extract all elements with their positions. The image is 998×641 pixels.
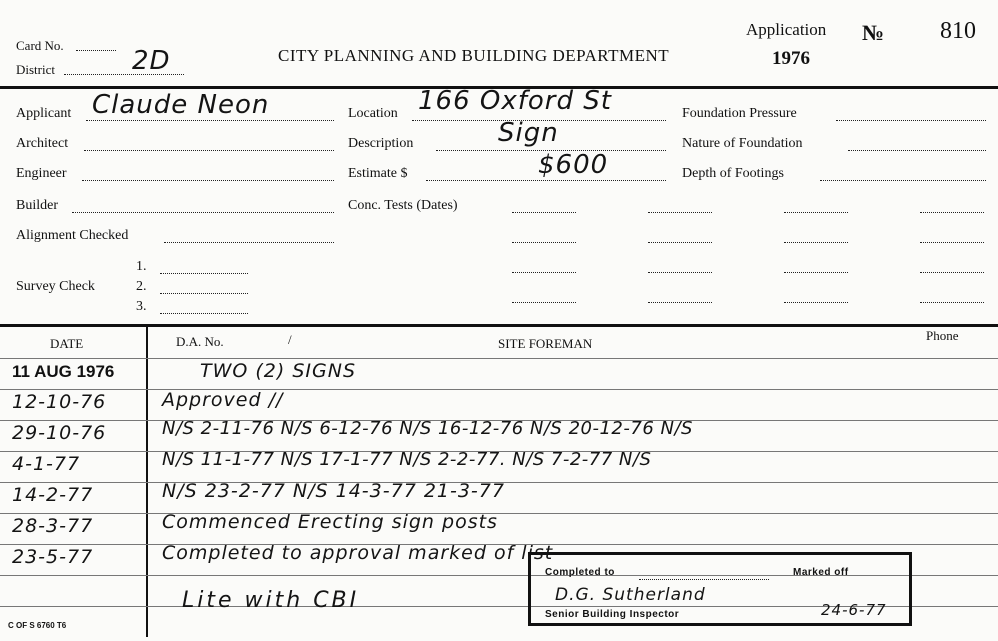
- ledger-rule: [0, 513, 998, 514]
- ledger-entry: Lite with CBI: [182, 588, 360, 613]
- ledger-date: 23-5-77: [12, 546, 94, 568]
- application-number: 810: [940, 18, 976, 44]
- conc-line-b3: [648, 272, 712, 273]
- estimate-label: Estimate $: [348, 166, 408, 181]
- location-value: 166 Oxford St: [418, 86, 612, 116]
- nature-of-foundation-line: [848, 150, 986, 151]
- foundation-pressure-label: Foundation Pressure: [682, 106, 797, 121]
- survey-number-3: 3.: [136, 299, 147, 314]
- inspector-signature: D.G. Sutherland: [555, 585, 706, 605]
- da-no-header: D.A. No.: [176, 334, 224, 349]
- engineer-label: Engineer: [16, 166, 67, 181]
- ledger-entry: N/S 23-2-77 N/S 14-3-77 21-3-77: [162, 480, 505, 502]
- architect-label: Architect: [16, 136, 69, 151]
- estimate-line: [426, 180, 666, 181]
- survey-line-1: [160, 273, 248, 274]
- conc-line-d1: [920, 212, 984, 213]
- ledger-top-rule: [0, 324, 998, 327]
- conc-line-d2: [920, 242, 984, 243]
- stamp-line: [639, 579, 769, 580]
- conc-line-c2: [784, 242, 848, 243]
- application-year: 1976: [772, 48, 810, 69]
- date-header: DATE: [50, 336, 84, 351]
- ledger-date: 11 AUG 1976: [12, 362, 115, 381]
- builder-label: Builder: [16, 198, 58, 213]
- stamp-inspector-label: Senior Building Inspector: [545, 609, 680, 620]
- ledger-entry: TWO (2) SIGNS: [200, 360, 357, 382]
- card-no-label: Card No.: [16, 38, 64, 53]
- ledger-date: 14-2-77: [12, 484, 94, 506]
- foundation-pressure-line: [836, 120, 986, 121]
- survey-number-1: 1.: [136, 259, 147, 274]
- survey-line-3: [160, 313, 248, 314]
- ledger-date: 29-10-76: [12, 422, 107, 444]
- survey-check-label: Survey Check: [16, 279, 95, 294]
- conc-line-b4: [648, 302, 712, 303]
- engineer-line: [82, 180, 334, 181]
- applicant-label: Applicant: [16, 106, 72, 121]
- district-label: District: [16, 62, 55, 77]
- survey-line-2: [160, 293, 248, 294]
- description-value: Sign: [498, 118, 559, 148]
- nature-of-foundation-label: Nature of Foundation: [682, 136, 803, 151]
- number-sign: №: [862, 20, 885, 45]
- description-label: Description: [348, 136, 414, 151]
- ledger-rule: [0, 358, 998, 359]
- ledger-date: 12-10-76: [12, 391, 107, 413]
- stamp-date: 24-6-77: [821, 601, 887, 619]
- conc-line-a4: [512, 302, 576, 303]
- conc-line-a3: [512, 272, 576, 273]
- conc-line-c1: [784, 212, 848, 213]
- conc-line-c3: [784, 272, 848, 273]
- card-no-line: [76, 50, 116, 51]
- district-value: 2D: [132, 46, 171, 76]
- ledger-rule: [0, 389, 998, 390]
- depth-of-footings-line: [820, 180, 986, 181]
- phone-header: Phone: [926, 328, 959, 343]
- architect-line: [84, 150, 334, 151]
- conc-line-a1: [512, 212, 576, 213]
- conc-line-d3: [920, 272, 984, 273]
- inspection-stamp: [528, 552, 912, 626]
- stamp-marked-off-label: Marked off: [793, 567, 849, 578]
- alignment-line: [164, 242, 334, 243]
- ledger-entry: N/S 11-1-77 N/S 17-1-77 N/S 2-2-77. N/S 7-2-77 N/S: [162, 449, 652, 470]
- stamp-completed-label: Completed to: [545, 567, 615, 578]
- conc-line-c4: [784, 302, 848, 303]
- conc-line-d4: [920, 302, 984, 303]
- conc-tests-label: Conc. Tests (Dates): [348, 198, 458, 213]
- ledger-entry: Commenced Erecting sign posts: [162, 511, 498, 533]
- conc-line-b2: [648, 242, 712, 243]
- ledger-entry: Approved //: [162, 389, 284, 411]
- ledger-date: 4-1-77: [12, 453, 81, 475]
- applicant-value: Claude Neon: [92, 90, 270, 120]
- ledger-date: 28-3-77: [12, 515, 94, 537]
- conc-line-a2: [512, 242, 576, 243]
- applicant-line: [86, 120, 334, 121]
- da-no-slash: /: [288, 332, 292, 347]
- ledger-entry: N/S 2-11-76 N/S 6-12-76 N/S 16-12-76 N/S 20-12-76 N/S: [162, 418, 693, 439]
- site-foreman-header: SITE FOREMAN: [498, 336, 593, 351]
- survey-number-2: 2.: [136, 279, 147, 294]
- form-code: C OF S 6760 T6: [8, 621, 67, 630]
- conc-line-b1: [648, 212, 712, 213]
- builder-line: [72, 212, 334, 213]
- alignment-checked-label: Alignment Checked: [16, 228, 129, 243]
- estimate-value: $600: [538, 150, 609, 180]
- ledger-entry: Completed to approval marked of list: [162, 542, 554, 564]
- application-label: Application: [746, 20, 827, 39]
- location-label: Location: [348, 106, 398, 121]
- depth-of-footings-label: Depth of Footings: [682, 166, 784, 181]
- department-title: CITY PLANNING AND BUILDING DEPARTMENT: [278, 46, 670, 65]
